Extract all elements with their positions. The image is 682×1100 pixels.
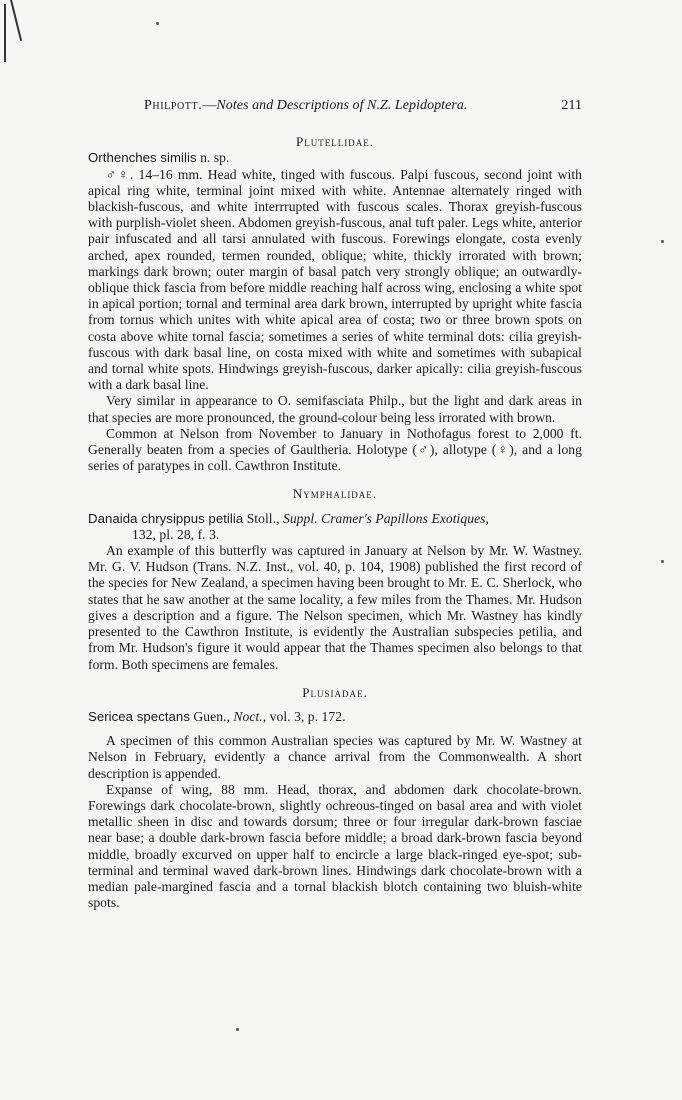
scan-dot	[661, 560, 664, 563]
scan-dot	[661, 240, 664, 243]
scan-mark	[10, 0, 22, 41]
family-heading: Nymphalidae.	[292, 486, 378, 502]
section-plutellidae	[88, 134, 582, 474]
record-paragraph: A specimen of this common Australian species was captured by Mr. W. Wastney at Nelson in February, evidently a chance arrival from the Commonwealth. A short description is appended.	[88, 733, 582, 781]
species-name: Orthenches similis	[88, 150, 197, 166]
scan-dot	[156, 22, 159, 25]
running-header: Philpott.—Notes and Descriptions of N.Z. Lepidoptera. 211	[144, 98, 582, 113]
section-nymphalidae	[88, 486, 582, 672]
description-paragraph: ♂♀. 14–16 mm. Head white, tinged with fuscous. Palpi fuscous, second joint with apical ring white, terminal joint mixed with white. Antennae alternately ringed with blackish-fuscous, and white interrrupted with fuscous scales. Thorax greyish-fuscous with purplish-violet sheen. Abdomen greyish-fuscous, anal tuft paler. Legs white, anterior pair infuscated and all tarsi annulated with fuscous. Forewings elongate, costa evenly arched, apex rounded, termen rounded, oblique; white, thickly irrorated with brown; markings dark brown; outer margin of basal patch very strongly oblique; an outwardly-oblique thick fascia from before middle reaching half across wing, enclosing a white spot in apical portion; tornal and terminal area dark brown, interrupted by upright white fascia from tornus which unites with white apical area of costa; two or three brown spots on costa above white tornal fascia; sometimes a series of white terminal dots: cilia greyish-fuscous with dark basal line, on costa mixed with white and sometimes with subapical and tornal white spots. Hindwings greyish-fuscous, darker apically: cilia greyish-fuscous with a dark basal line.	[88, 166, 582, 393]
citation-work: Suppl. Cramer's Papillons Exotiques,	[282, 510, 489, 526]
distribution-paragraph: Common at Nelson from November to January in Nothofagus forest to 2,000 ft. Generally beaten from a species of Gaultheria. Holotype (♂), allotype (♀), and a long series of paratypes in coll. Cawthron Institute.	[88, 425, 582, 474]
comparison-paragraph: Very similar in appearance to O. semifasciata Philp., but the light and dark areas in that species are more pronounced, the ground-colour being less irrorated with brown.	[88, 393, 582, 425]
record-paragraph: An example of this butterfly was captured in January at Nelson by Mr. W. Wastney. Mr. G. V. Hudson (Trans. N.Z. Inst., vol. 40, p. 104, 1908) published the first record of the species for New Zealand, a specimen having been brought to Mr. E. C. Sherlock, who states that he saw another at the same locality, a few miles from the Thames. Mr. Hudson gives a description and a figure. The Nelson specimen, which Mr. Wastney has kindly presented to the Cawthron Institute, is evidently the Australian subspecies petilia, and from Mr. Hudson's figure it would appear that the Thames specimen also belongs to that form. Both specimens are females.	[88, 543, 582, 672]
page	[88, 98, 582, 911]
section-plusiadae	[88, 685, 582, 912]
citation-work: Noct.	[233, 708, 263, 724]
species-name: Danaida chrysippus petilia	[88, 510, 244, 526]
family-heading: Plutellidae.	[296, 134, 374, 150]
scan-dot	[236, 1028, 239, 1031]
species-heading	[88, 150, 582, 166]
species-suffix: n. sp.	[196, 150, 230, 166]
header-title: Notes and Descriptions of N.Z. Lepidoptera.	[216, 98, 468, 113]
family-heading: Plusiadae.	[302, 684, 368, 700]
header-author: Philpott.	[144, 98, 203, 113]
species-heading: Danaida chrysippus petilia Stoll., Suppl. Cramer's Papillons Exotiques, 132, pl. 28, f. 3.	[88, 511, 582, 543]
description-paragraph: Expanse of wing, 88 mm. Head, thorax, and abdomen dark chocolate-brown. Forewings dark chocolate-brown, slightly ochreous-tinged on basal area and with violet metallic sheen in disc and towards dorsum; three or four irregular dark-brown fasciae near base; a double dark-brown fascia before middle; a broad dark-brown fascia beyond middle, broadly excurved on upper half to encircle a large black-ringed eye-spot; sub-terminal and terminal waved dark-brown lines. Hindwings dark chocolate-brown with a median pale-margined fascia and a tornal blackish blotch containing two bluish-white spots.	[88, 781, 582, 911]
species-heading: Sericea spectans Guen., Noct., vol. 3, p. 172.	[88, 708, 346, 724]
scan-mark	[4, 4, 6, 62]
species-name: Sericea spectans	[88, 708, 190, 724]
citation-reference: 132, pl. 28, f. 3.	[132, 526, 220, 542]
citation-reference: , vol. 3, p. 172.	[262, 708, 346, 724]
page-number: 211	[561, 98, 582, 113]
